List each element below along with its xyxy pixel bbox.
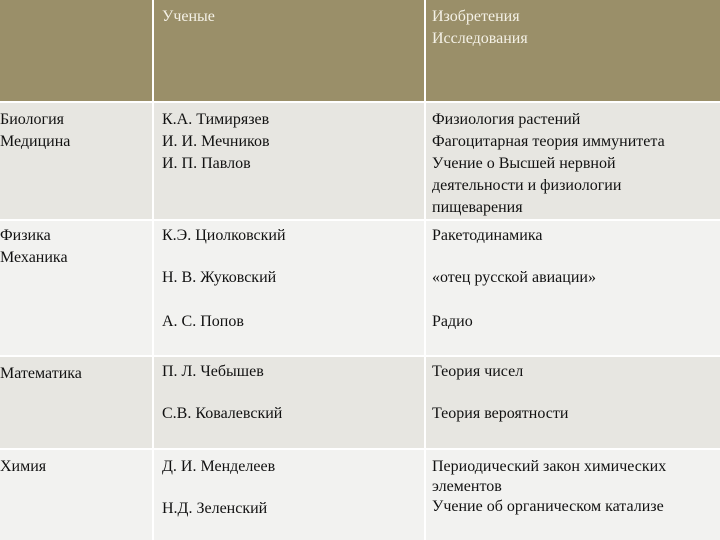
work-text: Учение о Высшей нервной [432,155,616,172]
row-chemistry-field [0,448,152,540]
scientist-name: А. С. Попов [162,313,244,330]
scientist-name: Н.Д. Зеленский [162,500,268,517]
work-text: Фагоцитарная теория иммунитета [432,133,665,150]
field-name-line1: Физика [0,227,51,244]
row-biology-field [0,101,152,219]
row-biology-works [424,101,720,219]
scientist-name: И. П. Павлов [162,155,251,172]
work-text: элементов [432,478,502,495]
work-text: Периодический закон химических [432,458,667,475]
header-cell-scientists [152,0,424,101]
scientist-name: Н. В. Жуковский [162,269,277,286]
work-text: Теория чисел [432,363,524,380]
work-text: Ракетодинамика [432,227,543,244]
row-physics-scientists [152,219,424,355]
field-name-line1: Математика [0,365,82,382]
work-text: пищеварения [432,199,523,216]
scientist-name: П. Л. Чебышев [162,363,264,380]
scientist-name: И. И. Мечников [162,133,270,150]
header-scientists-label: Ученые [162,8,215,25]
field-name-line2: Медицина [0,133,71,150]
header-works-label-1: Изобретения [432,8,520,25]
row-math-field [0,355,152,448]
field-name-line1: Биология [0,111,65,128]
work-text: Радио [432,313,473,330]
scientist-name: Д. И. Менделеев [162,458,276,475]
header-cell-works [424,0,720,101]
work-text: Теория вероятности [432,405,569,422]
header-works-label-2: Исследования [432,30,528,47]
header-cell-field [0,0,152,101]
scientist-name: К.А. Тимирязев [162,111,270,128]
field-name-line2: Механика [0,249,68,266]
row-math-works [424,355,720,448]
row-biology-scientists [152,101,424,219]
row-chemistry-works [424,448,720,540]
work-text: Учение об органическом катализе [432,498,664,515]
work-text: Физиология растений [432,111,581,128]
row-physics-works [424,219,720,355]
work-text: «отец русской авиации» [432,269,596,286]
scientist-name: С.В. Ковалевский [162,405,283,422]
row-chemistry-scientists [152,448,424,540]
row-math-scientists [152,355,424,448]
scientist-name: К.Э. Циолковский [162,227,286,244]
row-physics-field [0,219,152,355]
work-text: деятельности и физиологии [432,177,622,194]
field-name-line1: Химия [0,458,47,475]
